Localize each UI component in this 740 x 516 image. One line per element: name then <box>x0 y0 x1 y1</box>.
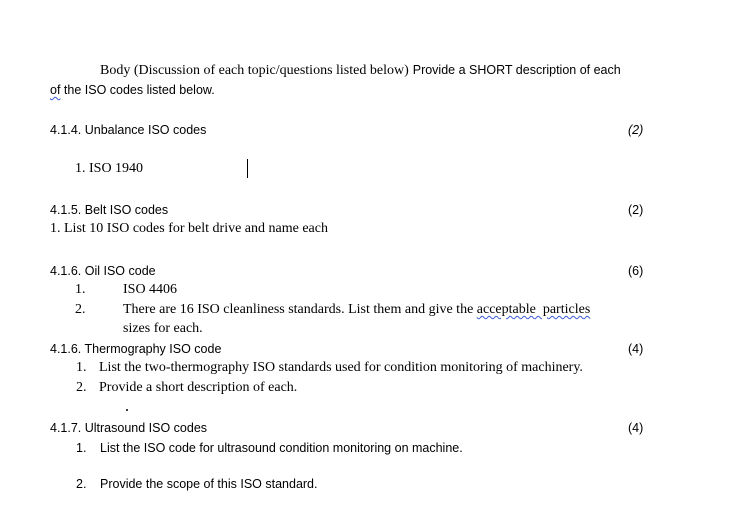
section-title-belt: 4.1.5. Belt ISO codes <box>50 203 169 217</box>
section-marks-thermography: (4) <box>628 342 644 356</box>
section-marks-oil: (6) <box>628 264 644 278</box>
ultrasound-item-1-text: List the ISO code for ultrasound condition monitoring on machine. <box>100 441 463 455</box>
spellcheck-word-of: of <box>50 83 61 97</box>
oil-item-2-text <box>123 303 590 317</box>
oil-item-2-text-continued: sizes for each. <box>123 321 203 336</box>
section-title-unbalance: 4.1.4. Unbalance ISO codes <box>50 123 207 137</box>
section-marks-belt: (2) <box>628 203 644 217</box>
text-cursor <box>247 159 248 178</box>
heading-sans-text: Provide a SHORT description of each <box>412 63 621 77</box>
thermography-item-2-number: 2. <box>76 380 87 395</box>
stray-dot <box>126 409 128 411</box>
oil-item-2-number: 2. <box>75 302 86 317</box>
oil-item-2-text-a: There are 16 ISO cleanliness standards. List them and give the <box>123 302 474 317</box>
section-marks-ultrasound: (4) <box>628 421 644 435</box>
thermography-item-2-text: Provide a short description of each. <box>99 380 298 395</box>
section-marks-unbalance: (2) <box>628 123 644 137</box>
heading-line-2 <box>50 84 215 97</box>
thermography-item-1-number: 1. <box>76 360 87 375</box>
ultrasound-item-2-text: Provide the scope of this ISO standard. <box>100 477 318 491</box>
oil-item-1-text: ISO 4406 <box>123 282 178 297</box>
heading-serif-text: Body (Discussion of each topic/questions listed below) <box>100 63 409 78</box>
spellcheck-phrase: acceptable particles <box>476 302 591 317</box>
thermography-item-1-text: List the two-thermography ISO standards used for condition monitoring of machinery. <box>99 360 583 375</box>
section-title-oil: 4.1.6. Oil ISO code <box>50 264 156 278</box>
heading-line-2-text: the ISO codes listed below. <box>63 83 215 97</box>
section-title-ultrasound: 4.1.7. Ultrasound ISO codes <box>50 421 208 435</box>
ultrasound-item-2-number: 2. <box>76 477 87 491</box>
ultrasound-item-1-number: 1. <box>76 441 87 455</box>
section-title-thermography: 4.1.6. Thermography ISO code <box>50 342 222 356</box>
belt-item-1: 1. List 10 ISO codes for belt drive and name each <box>50 221 328 236</box>
document-heading <box>100 62 621 78</box>
unbalance-item-1: 1. ISO 1940 <box>75 161 144 176</box>
oil-item-1-number: 1. <box>75 282 86 297</box>
